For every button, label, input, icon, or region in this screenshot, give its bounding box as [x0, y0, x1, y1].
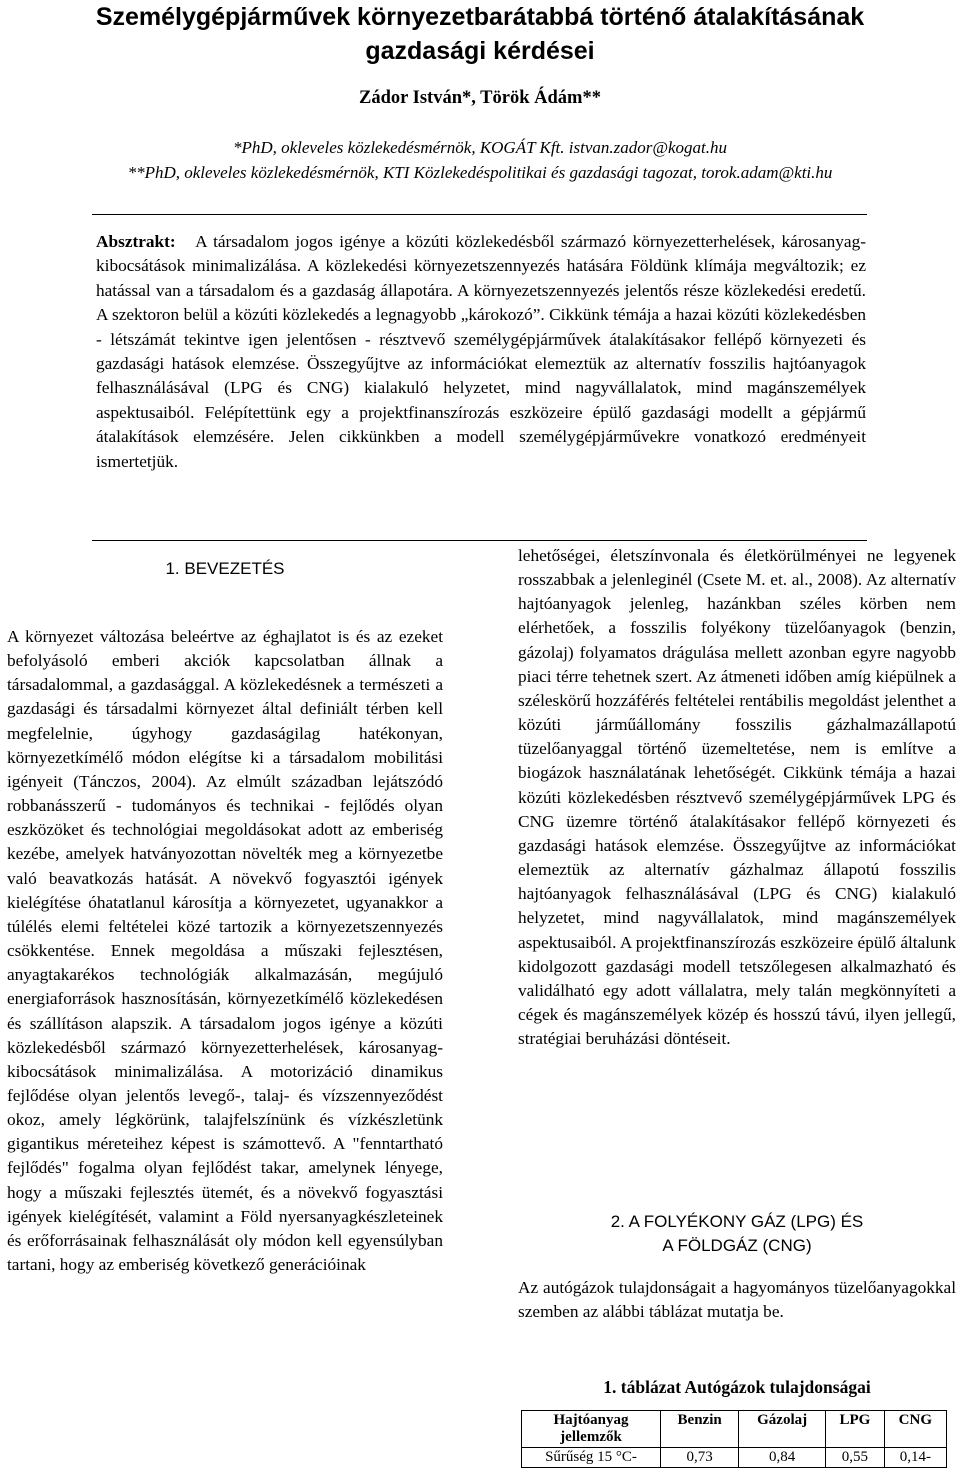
- affiliation-2: **PhD, okleveles közlekedésmérnök, KTI Közlekedéspolitikai és gazdasági tagozat, torok.adam@kti.hu: [127, 163, 833, 182]
- table-caption: 1. táblázat Autógázok tulajdonságai: [603, 1377, 871, 1397]
- table-row: [522, 1448, 947, 1468]
- table-header-cell: Hajtóanyag jellemzők: [522, 1411, 661, 1448]
- abstract-label: Absztrakt:: [96, 232, 176, 251]
- abstract: [96, 230, 866, 474]
- table-header-row: [522, 1411, 947, 1448]
- table-cell: 0,55: [826, 1448, 885, 1468]
- section-2-text: Az autógázok tulajdonságait a hagyományos tüzelőanyagokkal szemben az alábbi táblázat mutatja be.: [518, 1278, 956, 1322]
- left-column: [7, 625, 443, 1277]
- table-cell: 0,73: [661, 1448, 739, 1468]
- affiliation-1: *PhD, okleveles közlekedésmérnök, KOGÁT Kft. istvan.zador@kogat.hu: [232, 138, 728, 157]
- table-cell: Sűrűség 15 °C-: [522, 1448, 661, 1468]
- table-cell: 0,14-: [884, 1448, 946, 1468]
- abstract-text: A társadalom jogos igénye a közúti közlekedésből származó környezetterhelések, károsanyag-kibocsátások minimalizálása. A közlekedési környezetszennyezés hatására Földünk klímája megváltozik; ez hatással van a társadalom és a gazdaság állapotára. A környezetszennyezés jelentős része közlekedési eredetű. A szektoron belül a közúti közlekedés a legnagyobb „károkozó”. Cikkünk témája a hazai közúti közlekedésben - létszámát tekintve igen jelentősen - résztvevő személygépjárművek átalakításakor fellépő környezeti és gazdasági hatások elemzése. Összegyűjtve az információkat elemeztük az alternatív fosszilis hajtóanyagok felhasználásával (LPG és CNG) kialakuló helyzetet, mind nagyvállalatok, mind magánszemélyek aspektusaiból. Felépítettünk egy a projektfinanszírozás eszközeire épülő gazdasági modellt a gépjármű átalakítások elemzésére. Jelen cikkünkben a modell személygépjárművekre vonatkozó eredményeit ismertetjük.: [96, 232, 866, 471]
- table-header-cell: LPG: [826, 1411, 885, 1448]
- properties-table: [521, 1410, 947, 1468]
- right-column: [518, 544, 956, 1051]
- table-header-cell: Gázolaj: [739, 1411, 826, 1448]
- section-1-left-text: A környezet változása beleértve az éghajlatot is és az ezeket befolyásoló emberi akciók kapcsolatban állnak a társadalommal, a gazdasággal. A közlekedésnek a természeti a gazdasági és társadalmi környezet által definiált térben kell megfelelnie, úgyhogy gazdaságilag hatékonyan, környezetkímélő módon elégítse ki a társadalom mobilitási igényeit (Tánczos, 2004). Az elmúlt században lejátszódó robbanásszerű - tudományos és technikai - fejlődés olyan eszközöket és technológiai megoldásokat adott az emberiség kezébe, amelyek hatványozottan növelték meg a környezetbe való beavatkozás hatását. A növekvő fogyasztói igények kielégítése óhatatlanul károsítja a környezetet, ugyanakkor a túlélés elemi feltételei közé tartozik a környezetszennyezés csökkentése. Ennek megoldása a műszaki fejlesztésen, anyagtakarékos technológiák alkalmazásán, megújuló energiaforrások hasznosításán, környezetkímélő közlekedésen és szállításon alapszik. A társadalom jogos igénye a közúti közlekedésből származó környezetterhelések, károsanyag-kibocsátások minimalizálása. A motorizáció dinamikus fejlődése olyan jelentős levegő-, talaj- és vízszennyeződést okoz, amely légkörünk, talajfelszínünk és vízkészletünk gigantikus méreteihez képest is számottevő. A "fenntartható fejlődés" fogalma olyan fejlődést takar, amelynek lényege, hogy a műszaki fejlesztés ütemét, és a növekvő fogyasztási igények kielégítését, valamint a Föld nyersanyagkészleteinek és erőforrásainak felhasználását oly módon kell egyensúlyban tartani, hogy az emberiség következő generációinak: [7, 627, 443, 1275]
- table-cell: 0,84: [739, 1448, 826, 1468]
- section-1-right-text: lehetőségei, életszínvonala és életkörülményei ne legyenek rosszabbak a jelenleginél (Csete M. et. al., 2008). Az alternatív hajtóanyagok jelenleg, hazánkban széles körben nem elérhetőek, a fosszilis folyékony tüzelőanyagok (benzin, gázolaj) folyamatos drágulása mellett azonban egyre nagyobb piaci térre tehetnek szert. Az átmeneti időben amíg kiépülnek a széleskörű hozzáférés feltételei rentábilis megoldást jelenthet a közúti járműállomány fosszilis gázhalmazállapotú tüzelőanyaggal történő üzemeltetése, nem is említve a biogázok használatának lehetőségét. Cikkünk témája a hazai közúti közlekedésben résztvevő személygépjárművek LPG és CNG üzemre történő átalakításakor fellépő környezeti és gazdasági hatások elemzése. Összegyűjtve az információkat elemeztük az alternatív gázhalmaz állapotú fosszilis hajtóanyagok felhasználásával (LPG és CNG) kialakuló helyzetet, mind nagyvállalatok, mind magánszemélyek aspektusaiból. A projektfinanszírozás eszközeire épülő általunk kidolgozott gazdasági modell tetszőlegesen alkalmazható és validálható egy adott vállalatra, mely talán megkönnyíteti a cégek és magánszemélyek közép és hosszú távú, ilyen jellegű, stratégiai beruházási döntéseit.: [518, 546, 956, 1049]
- section-2-heading-line-1: 2. A FOLYÉKONY GÁZ (LPG) ÉS: [610, 1212, 864, 1231]
- abstract-bottom-rule: [92, 540, 867, 541]
- section-1-heading: 1. BEVEZETÉS: [165, 559, 285, 578]
- section-2-heading: [518, 1210, 956, 1258]
- authors: Zádor István*, Török Ádám**: [359, 88, 601, 108]
- table-header-cell: CNG: [884, 1411, 946, 1448]
- table-header-cell: Benzin: [661, 1411, 739, 1448]
- paper-title: Személygépjárművek környezetbarátabbá történő átalakításának gazdasági kérdései: [95, 3, 865, 65]
- abstract-top-rule: [92, 214, 867, 215]
- section-2-heading-line-2: A FÖLDGÁZ (CNG): [662, 1236, 812, 1255]
